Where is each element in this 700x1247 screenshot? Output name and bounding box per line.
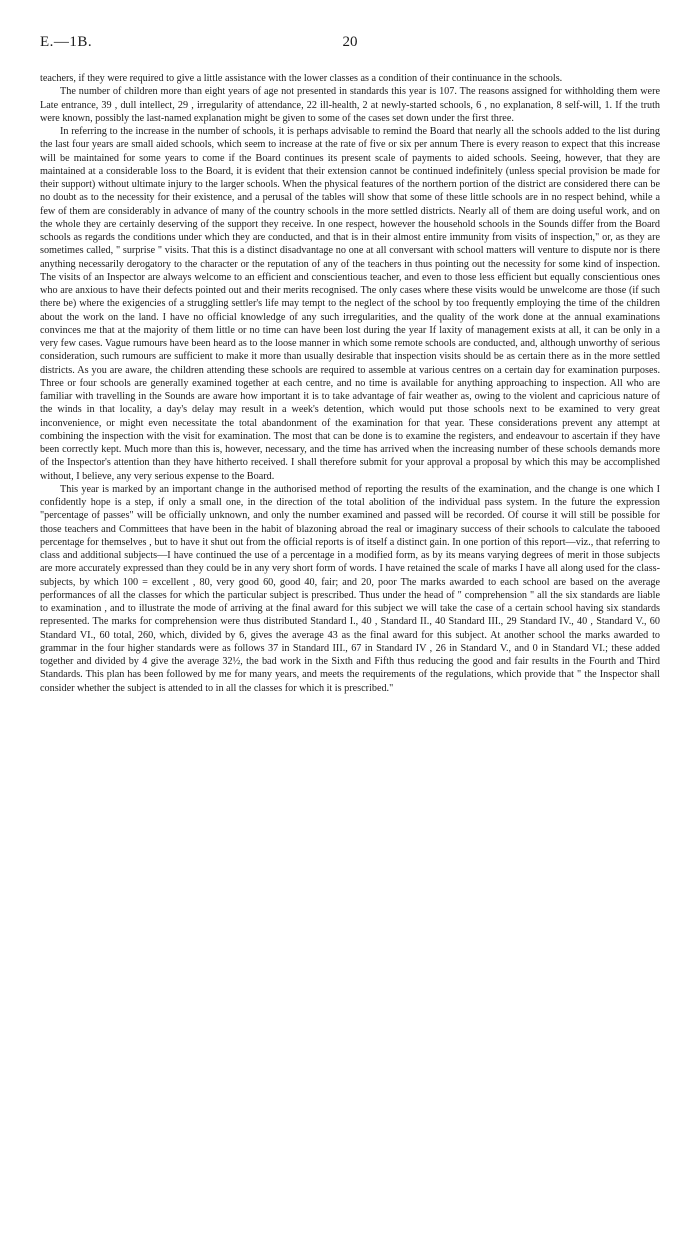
document-reference: E.—1B.: [40, 34, 93, 50]
paragraph-reporting-method: This year is marked by an important change in the authorised method of reporting the results of the examination, and the change is one which I confidently hope is a step, if only a small one, in the direction of the total abolition of the individual pass system. In the future the expression "percentage of passes" will be officially unknown, and only the number examined and passed will be recorded. Of course it will still be possible for those teachers and Committees that have been in the habit of blazoning abroad the real or imaginary success of their schools to calculate the tabooed percentage for themselves , but to have it shut out from the official reports is of itself a distinct gain. In one portion of this report—viz., that referring to class and additional subjects—I have continued the use of a percentage in a modified form, as by its means varying degrees of merit in those subjects are more accurately expressed than they could be in any very short form of words. I have retained the scale of marks I have all along used for the class-subjects, by which 100 = excellent , 80, very good 60, good 40, fair; and 20, poor The marks awarded to each school are based on the average performances of all the classes for which the particular subject is prescribed. Thus under the head of " comprehension " all the six standards are liable to examination , and to illustrate the mode of arriving at the final award for this subject we will take the case of a certain school having six standards represented. The marks for comprehension were thus distributed Standard I., 40 , Standard II., 40 Standard III., 29 Standard IV., 40 , Standard V., 60 Standard VI., 60 total, 260, which, divided by 6, gives the average 43 as the final award for this subject. At another school the marks awarded to grammar in the four higher standards were as follows 37 in Standard III., 67 in Standard IV , 26 in Standard V., and 0 in Standard VI.; these added together and divided by 4 give the average 32½, the bad work in the Sixth and Fifth thus reducing the good and fair results in the Fourth and Third Standards. This plan has been followed by me for many years, and meets the requirements of the regulations, which provide that " the Inspector shall consider whether the subject is attended to in all the classes for which it is prescribed.": [40, 483, 660, 694]
paragraph-aided-schools: In referring to the increase in the number of schools, it is perhaps advisable to remind the Board that nearly all the schools added to the list during the last four years are small aided schools, which seem to increase at the rate of five or six per annum There is every reason to expect that this increase will be maintained for some years to come if the Board continues its present scale of payments to aided schools. Seeing, however, that they are maintained at a considerable loss to the Board, it is evident that their extension cannot be continued indefinitely (unless special provision be made for their support) without ultimate injury to the larger schools. When the physical features of the northern portion of the district are considered there can be no doubt as to the necessity for their existence, and a perusal of the tables will show that some of these little schools are in no respect behind, while a few of them are considerably in advance of many of the country schools in the more settled districts. Nearly all of them are doing useful work, and on the whole they are certainly deserving of the support they receive. In one respect, however the household schools in the Sounds differ from the Board schools as regards the conditions under which they are conducted, and that is in their almost entire immunity from visits of inspection," or, as they are sometimes called, " surprise " visits. That this is a distinct disadvantage no one at all conversant with school matters will venture to dispute nor is there anything necessarily derogatory to the character or the reputation of any of the teachers in thus pointing out the necessity for some kind of inspection. The visits of an Inspector are always welcome to an efficient and conscientious teacher, and even to those less efficient but equally conscientious ones who are anxious to have their defects pointed out and their merits recognised. The only cases where these visits would be unwelcome are those (if such there be) where the exigencies of a struggling settler's life may tempt to the neglect of the school by too frequently employing the time of the children about the work on the land. I have no official knowledge of any such irregularities, and the quality of the work done at the annual examinations convinces me that at the majority of them little or no time can have been lost during the year If laxity of management exists at all, it can be only in a very few cases. Vague rumours have been heard as to the loose manner in which some remote schools are conducted, and, although unworthy of serious consideration, such rumours are sufficient to make it more than usually desirable that inspection visits should be as certain there as in the more settled districts. As you are aware, the children attending these schools are required to assemble at various centres on a certain day for examination purposes. Three or four schools are generally examined together at each centre, and no time is available for anything approaching to inspection. All who are familiar with travelling in the Sounds are aware how important it is to take advantage of fair weather as, owing to the violent and capricious nature of the winds in that locality, a day's delay may result in a week's detention, which would put those schools next to be examined to very great inconvenience, or might even necessitate the total abandonment of the examination for that year. These considerations prevent any attempt at combining the inspection with the visit for examination. The most that can be done is to examine the registers, and endeavour to ascertain if they have been correctly kept. Much more than this is, however, necessary, and the time has arrived when the increasing number of these schools demands more of the Inspector's attention than they have hitherto received. I shall therefore submit for your approval a proposal by which this may be accomplished without, I believe, any very serious expense to the Board.: [40, 126, 660, 482]
body-text: [40, 72, 660, 695]
page-header: [40, 34, 660, 58]
page-number: 20: [342, 34, 358, 50]
paragraph-children-not-presented: The number of children more than eight years of age not presented in standards this year is 107. The reasons assigned for withholding them were Late entrance, 39 , dull intellect, 29 , irregularity of attendance, 22 ill-health, 2 at newly-started schools, 6 , no explanation, 8 self-will, 1. If the truth were known, possibly the last-named explanation might be given to some of the cases set down under the first three.: [40, 86, 660, 124]
paragraph-continuation: teachers, if they were required to give a little assistance with the lower classes as a condition of their continuance in the schools.: [40, 73, 563, 84]
